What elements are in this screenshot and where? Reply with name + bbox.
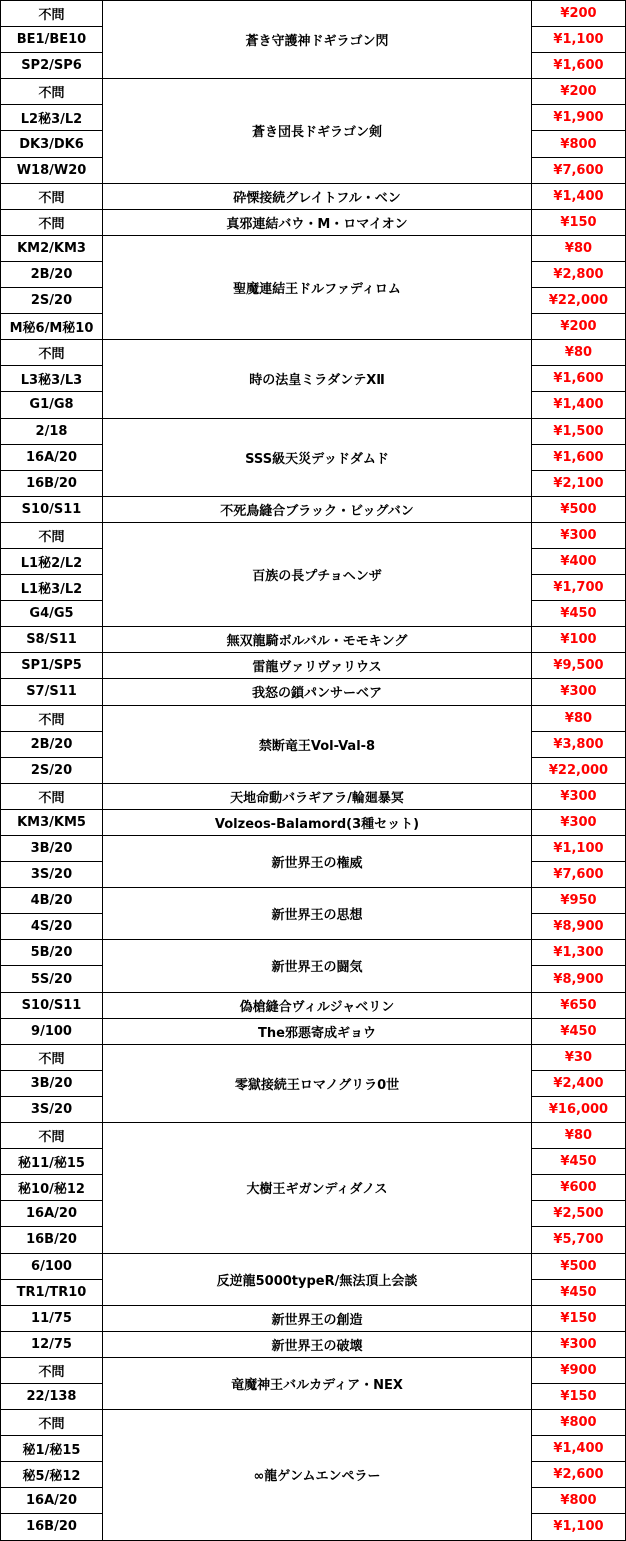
card-number-cell: 16B/20 <box>1 1514 103 1540</box>
price-cell: ¥950 <box>532 888 626 914</box>
card-number-cell: 4S/20 <box>1 914 103 940</box>
card-number-cell: 不問 <box>1 79 103 105</box>
card-number-cell: 5B/20 <box>1 940 103 966</box>
price-cell: ¥450 <box>532 1149 626 1175</box>
card-number-cell: 不問 <box>1 183 103 209</box>
table-row <box>1 627 626 653</box>
price-cell: ¥800 <box>532 1410 626 1436</box>
price-cell: ¥450 <box>532 1018 626 1044</box>
card-name-cell: 新世界王の破壊 <box>103 1331 532 1357</box>
price-cell: ¥22,000 <box>532 288 626 314</box>
price-cell: ¥16,000 <box>532 1096 626 1122</box>
price-cell: ¥1,400 <box>532 392 626 418</box>
price-cell: ¥800 <box>532 131 626 157</box>
card-name-cell: 新世界王の闘気 <box>103 940 532 992</box>
table-row <box>1 1331 626 1357</box>
card-number-cell: 22/138 <box>1 1383 103 1409</box>
price-cell: ¥1,700 <box>532 575 626 601</box>
card-number-cell: L1秘2/L2 <box>1 548 103 574</box>
card-name-cell: 百族の長プチョヘンザ <box>103 522 532 626</box>
card-number-cell: BE1/BE10 <box>1 27 103 53</box>
card-number-cell: 3B/20 <box>1 1070 103 1096</box>
card-number-cell: 不問 <box>1 705 103 731</box>
card-number-cell: 2S/20 <box>1 288 103 314</box>
table-row <box>1 183 626 209</box>
price-cell: ¥200 <box>532 1 626 27</box>
table-row <box>1 1 626 27</box>
price-cell: ¥650 <box>532 992 626 1018</box>
card-number-cell: 2S/20 <box>1 757 103 783</box>
card-name-cell: 不死鳥縫合ブラック・ビッグバン <box>103 496 532 522</box>
card-name-cell: 聖魔連結王ドルファディロム <box>103 235 532 339</box>
price-cell: ¥1,600 <box>532 366 626 392</box>
card-number-cell: 不問 <box>1 522 103 548</box>
price-cell: ¥450 <box>532 1279 626 1305</box>
card-number-cell: 4B/20 <box>1 888 103 914</box>
price-cell: ¥2,800 <box>532 261 626 287</box>
card-number-cell: KM2/KM3 <box>1 235 103 261</box>
card-number-cell: 3B/20 <box>1 836 103 862</box>
card-number-cell: SP1/SP5 <box>1 653 103 679</box>
table-row <box>1 836 626 862</box>
price-cell: ¥1,300 <box>532 940 626 966</box>
price-cell: ¥5,700 <box>532 1227 626 1253</box>
card-number-cell: SP2/SP6 <box>1 53 103 79</box>
card-number-cell: 16A/20 <box>1 1201 103 1227</box>
price-cell: ¥200 <box>532 79 626 105</box>
price-cell: ¥500 <box>532 1253 626 1279</box>
table-row <box>1 940 626 966</box>
card-number-cell: S10/S11 <box>1 992 103 1018</box>
price-cell: ¥300 <box>532 522 626 548</box>
card-number-cell: 2B/20 <box>1 261 103 287</box>
price-cell: ¥150 <box>532 209 626 235</box>
price-table-body <box>1 1 626 1541</box>
price-cell: ¥450 <box>532 601 626 627</box>
card-name-cell: 新世界王の創造 <box>103 1305 532 1331</box>
price-cell: ¥400 <box>532 548 626 574</box>
table-row <box>1 809 626 835</box>
card-number-cell: 2B/20 <box>1 731 103 757</box>
card-name-cell: The邪悪寄成ギョウ <box>103 1018 532 1044</box>
card-number-cell: 不問 <box>1 1 103 27</box>
price-cell: ¥300 <box>532 679 626 705</box>
card-number-cell: 16B/20 <box>1 470 103 496</box>
card-number-cell: 2/18 <box>1 418 103 444</box>
price-cell: ¥8,900 <box>532 914 626 940</box>
card-name-cell: ∞龍ゲンムエンペラー <box>103 1410 532 1540</box>
price-cell: ¥900 <box>532 1357 626 1383</box>
price-cell: ¥3,800 <box>532 731 626 757</box>
table-row <box>1 79 626 105</box>
price-cell: ¥8,900 <box>532 966 626 992</box>
table-row <box>1 679 626 705</box>
card-number-cell: 3S/20 <box>1 862 103 888</box>
card-number-cell: TR1/TR10 <box>1 1279 103 1305</box>
card-number-cell: 12/75 <box>1 1331 103 1357</box>
table-row <box>1 209 626 235</box>
card-name-cell: 無双龍騎ボルバル・モモキング <box>103 627 532 653</box>
table-row <box>1 418 626 444</box>
price-cell: ¥100 <box>532 627 626 653</box>
card-number-cell: 秘5/秘12 <box>1 1462 103 1488</box>
table-row <box>1 1305 626 1331</box>
card-number-cell: 不問 <box>1 783 103 809</box>
card-name-cell: 蒼き守護神ドギラゴン閃 <box>103 1 532 79</box>
table-row <box>1 522 626 548</box>
card-name-cell: 新世界王の思想 <box>103 888 532 940</box>
table-row <box>1 888 626 914</box>
price-cell: ¥80 <box>532 235 626 261</box>
card-name-cell: 天地命動バラギアラ/輪廻暴冥 <box>103 783 532 809</box>
card-number-cell: L3秘3/L3 <box>1 366 103 392</box>
card-name-cell: 砕慄接続グレイトフル・ベン <box>103 183 532 209</box>
card-number-cell: 不問 <box>1 1410 103 1436</box>
price-cell: ¥2,500 <box>532 1201 626 1227</box>
price-cell: ¥200 <box>532 314 626 340</box>
table-row <box>1 1018 626 1044</box>
table-row <box>1 340 626 366</box>
card-name-cell: 時の法皇ミラダンテXⅡ <box>103 340 532 418</box>
card-number-cell: 秘11/秘15 <box>1 1149 103 1175</box>
price-cell: ¥500 <box>532 496 626 522</box>
card-number-cell: 16A/20 <box>1 444 103 470</box>
card-name-cell: SSS級天災デッドダムド <box>103 418 532 496</box>
price-cell: ¥150 <box>532 1383 626 1409</box>
card-number-cell: 16B/20 <box>1 1227 103 1253</box>
price-cell: ¥1,600 <box>532 444 626 470</box>
card-name-cell: 真邪連結バウ・M・ロマイオン <box>103 209 532 235</box>
card-name-cell: 零獄接続王ロマノグリラ0世 <box>103 1044 532 1122</box>
table-row <box>1 705 626 731</box>
card-number-cell: S10/S11 <box>1 496 103 522</box>
card-number-cell: DK3/DK6 <box>1 131 103 157</box>
card-name-cell: 雷龍ヴァリヴァリウス <box>103 653 532 679</box>
price-cell: ¥600 <box>532 1175 626 1201</box>
card-name-cell: 新世界王の権威 <box>103 836 532 888</box>
price-cell: ¥1,100 <box>532 1514 626 1540</box>
price-cell: ¥1,600 <box>532 53 626 79</box>
card-number-cell: G1/G8 <box>1 392 103 418</box>
card-number-cell: 秘10/秘12 <box>1 1175 103 1201</box>
price-cell: ¥300 <box>532 783 626 809</box>
card-number-cell: 不問 <box>1 1044 103 1070</box>
card-number-cell: S7/S11 <box>1 679 103 705</box>
table-row <box>1 1123 626 1149</box>
card-number-cell: 不問 <box>1 1123 103 1149</box>
card-name-cell: 偽槍縫合ヴィルジャベリン <box>103 992 532 1018</box>
price-cell: ¥1,900 <box>532 105 626 131</box>
card-name-cell: 反逆龍5000typeR/無法頂上会談 <box>103 1253 532 1305</box>
card-name-cell: 禁断竜王Vol-Val-8 <box>103 705 532 783</box>
card-name-cell: 我怒の鎖パンサーベア <box>103 679 532 705</box>
price-cell: ¥2,400 <box>532 1070 626 1096</box>
card-number-cell: M秘6/M秘10 <box>1 314 103 340</box>
table-row <box>1 653 626 679</box>
price-cell: ¥300 <box>532 809 626 835</box>
price-cell: ¥800 <box>532 1488 626 1514</box>
price-cell: ¥22,000 <box>532 757 626 783</box>
card-number-cell: L1秘3/L2 <box>1 575 103 601</box>
card-number-cell: 3S/20 <box>1 1096 103 1122</box>
card-number-cell: S8/S11 <box>1 627 103 653</box>
price-cell: ¥30 <box>532 1044 626 1070</box>
price-cell: ¥7,600 <box>532 862 626 888</box>
price-cell: ¥2,100 <box>532 470 626 496</box>
card-number-cell: 不問 <box>1 340 103 366</box>
price-cell: ¥80 <box>532 1123 626 1149</box>
price-cell: ¥1,400 <box>532 183 626 209</box>
price-cell: ¥1,100 <box>532 836 626 862</box>
card-number-cell: L2秘3/L2 <box>1 105 103 131</box>
card-number-cell: 不問 <box>1 209 103 235</box>
table-row <box>1 1044 626 1070</box>
card-number-cell: 5S/20 <box>1 966 103 992</box>
card-number-cell: 9/100 <box>1 1018 103 1044</box>
table-row <box>1 992 626 1018</box>
card-name-cell: 蒼き団長ドギラゴン剣 <box>103 79 532 183</box>
card-number-cell: 6/100 <box>1 1253 103 1279</box>
price-cell: ¥150 <box>532 1305 626 1331</box>
card-number-cell: 秘1/秘15 <box>1 1436 103 1462</box>
table-row <box>1 1410 626 1436</box>
table-row <box>1 1357 626 1383</box>
card-name-cell: Volzeos-Balamord(3種セット) <box>103 809 532 835</box>
price-cell: ¥1,500 <box>532 418 626 444</box>
table-row <box>1 1253 626 1279</box>
card-number-cell: 16A/20 <box>1 1488 103 1514</box>
price-cell: ¥1,100 <box>532 27 626 53</box>
card-number-cell: 不問 <box>1 1357 103 1383</box>
price-cell: ¥1,400 <box>532 1436 626 1462</box>
table-row <box>1 496 626 522</box>
card-number-cell: 11/75 <box>1 1305 103 1331</box>
price-cell: ¥9,500 <box>532 653 626 679</box>
card-number-cell: KM3/KM5 <box>1 809 103 835</box>
card-name-cell: 大樹王ギガンディダノス <box>103 1123 532 1253</box>
card-number-cell: W18/W20 <box>1 157 103 183</box>
price-cell: ¥2,600 <box>532 1462 626 1488</box>
price-cell: ¥80 <box>532 705 626 731</box>
price-cell: ¥300 <box>532 1331 626 1357</box>
card-name-cell: 竜魔神王バルカディア・NEX <box>103 1357 532 1409</box>
table-row <box>1 783 626 809</box>
price-cell: ¥7,600 <box>532 157 626 183</box>
price-cell: ¥80 <box>532 340 626 366</box>
card-number-cell: G4/G5 <box>1 601 103 627</box>
table-row <box>1 235 626 261</box>
